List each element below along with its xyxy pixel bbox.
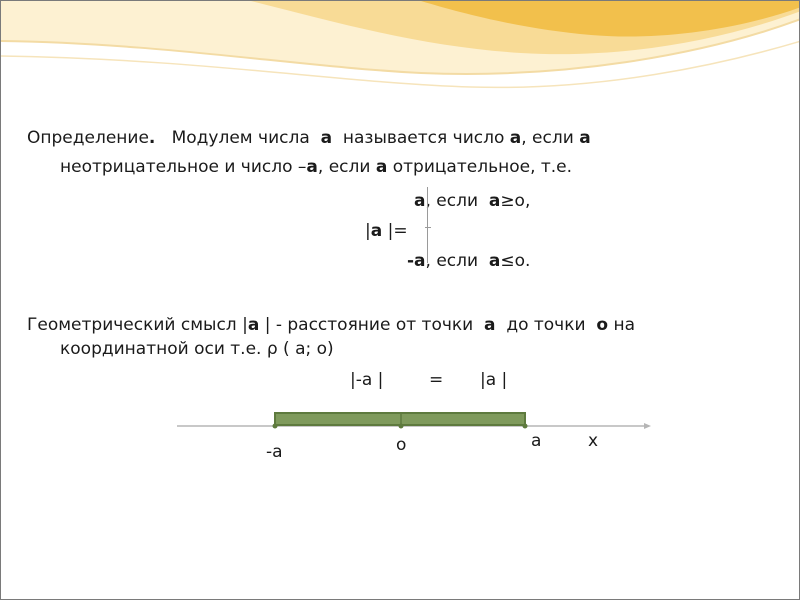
variable-a: а	[484, 315, 496, 335]
geometric-text: до точки	[506, 315, 586, 335]
definition-line-2	[60, 157, 572, 177]
point-origin	[399, 424, 404, 429]
case-brace-tick	[425, 227, 431, 228]
formula-condition: ≥о,	[500, 191, 531, 211]
definition-label-punct: .	[148, 128, 156, 148]
definition-text: отрицательное, т.е.	[392, 157, 573, 177]
variable-a: а	[414, 191, 426, 211]
variable-a: а	[579, 128, 591, 148]
variable-a: а	[488, 191, 501, 211]
geometric-text: Геометрический смысл |	[27, 315, 248, 335]
header-decoration	[1, 1, 800, 91]
label-neg-a: -а	[266, 442, 283, 462]
label-origin: о	[396, 435, 407, 455]
origin-o: о	[596, 315, 609, 335]
geometric-text: координатной оси т.е. ρ ( а; о)	[60, 339, 334, 359]
point-a	[523, 424, 528, 429]
geometric-text: на	[613, 315, 635, 335]
definition-label: Определение	[27, 128, 149, 148]
formula-condition: ≤о.	[500, 251, 531, 271]
abs-bar: |	[365, 221, 371, 241]
distance-segment	[275, 413, 525, 425]
equation-right: |а |	[480, 370, 508, 390]
equation-left: |-а |	[350, 370, 384, 390]
equation-equals: =	[429, 370, 444, 390]
variable-a: а	[320, 128, 333, 148]
variable-a: а	[306, 157, 318, 177]
variable-a: а	[370, 221, 383, 241]
formula-case-2	[407, 251, 530, 271]
variable-neg-a: -а	[407, 251, 426, 271]
label-x: х	[588, 431, 599, 451]
axis-arrow-icon	[644, 423, 651, 429]
definition-line-1	[27, 128, 591, 148]
definition-text: , если	[317, 157, 371, 177]
variable-a: а	[509, 128, 522, 148]
definition-text: , если	[521, 128, 574, 148]
point-neg-a	[273, 424, 278, 429]
number-line	[1, 396, 800, 466]
variable-a: а	[488, 251, 501, 271]
geometric-line-1	[27, 315, 635, 335]
label-a: а	[531, 431, 542, 451]
abs-bar: |=	[387, 221, 408, 241]
definition-text: Модулем числа	[171, 128, 310, 148]
formula-lhs	[365, 221, 408, 241]
formula-text: , если	[425, 191, 479, 211]
geometric-line-2	[60, 339, 334, 359]
geometric-text: | - расстояние от точки	[264, 315, 474, 335]
variable-a: а	[247, 315, 260, 335]
variable-a: а	[375, 157, 388, 177]
formula-text: , если	[425, 251, 479, 271]
definition-text: называется число	[342, 128, 505, 148]
definition-text: неотрицательное и число –	[60, 157, 307, 177]
